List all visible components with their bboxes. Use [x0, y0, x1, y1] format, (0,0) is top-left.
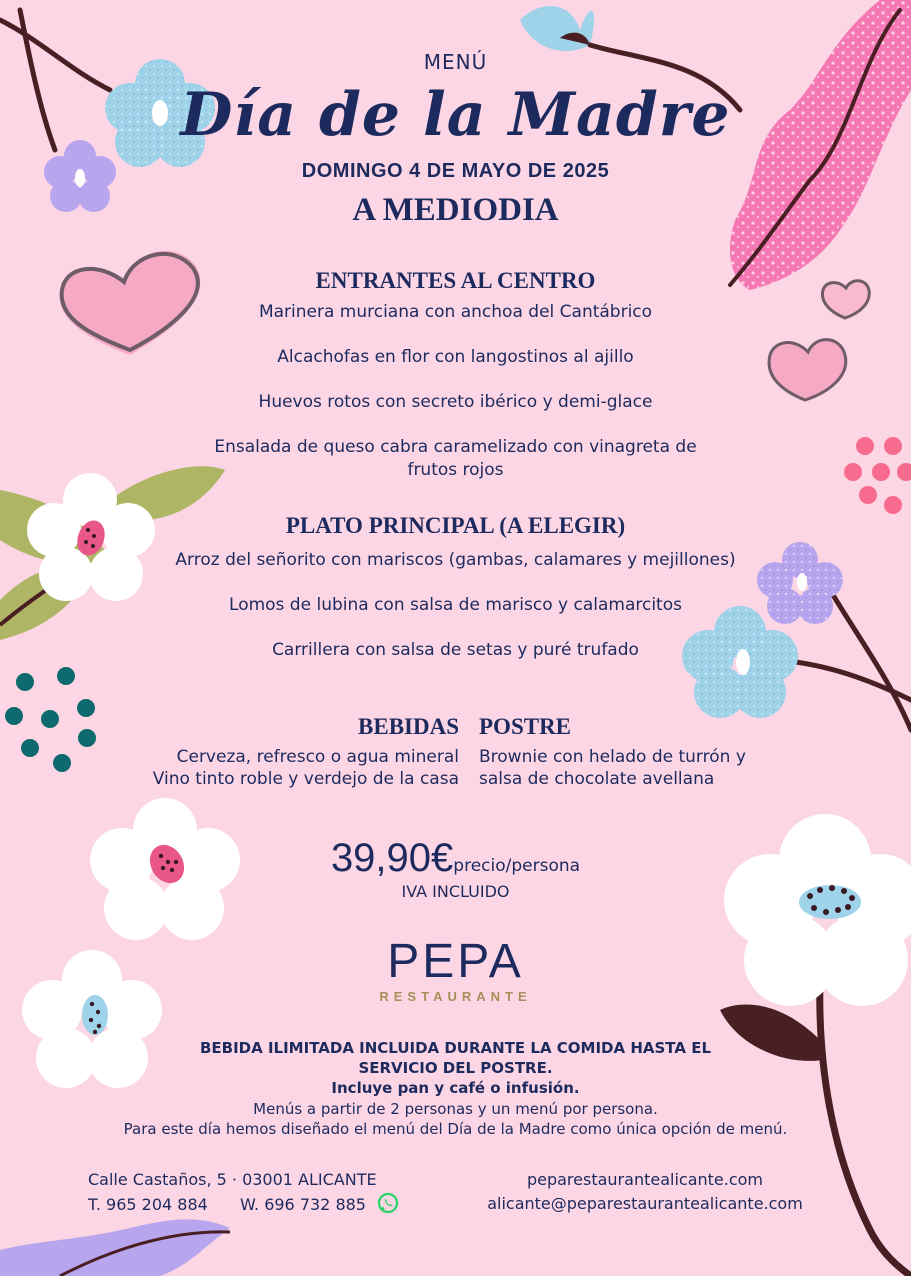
price-amount: 39,90€: [330, 836, 454, 880]
phone-line: [88, 1192, 399, 1217]
menu-item: Cerveza, refresco o agua mineral: [176, 747, 459, 767]
bebidas-list: [153, 746, 459, 790]
menu-item: Alcachofas en flor con langostinos al ajillo: [277, 347, 634, 367]
website-link[interactable]: peparestaurantealicante.com: [526, 1170, 764, 1189]
menu-item: Vino tinto roble y verdejo de la casa: [152, 769, 459, 789]
lilac-wave-bottom-left: [0, 1219, 230, 1276]
email-link[interactable]: alicante@peparestaurantealicante.com: [487, 1194, 803, 1213]
menu-item: Ensalada de queso cabra caramelizado con vinagreta de: [214, 437, 697, 457]
menu-item: Huevos rotos con secreto ibérico y demi-glace: [258, 392, 653, 412]
menu-item: Marinera murciana con anchoa del Cantábrico: [258, 302, 653, 322]
heart-small-right: [769, 281, 869, 400]
price-unit: precio/persona: [453, 856, 581, 876]
menu-item: frutos rojos: [407, 460, 504, 480]
section-title-bebidas: BEBIDAS: [358, 714, 459, 739]
note-line: Para este día hemos diseñado el menú del Día de la Madre como única opción de menú.: [123, 1120, 788, 1138]
note-line: Menús a partir de 2 personas y un menú por persona.: [253, 1100, 658, 1118]
note-bold: SERVICIO DEL POSTRE.: [358, 1059, 553, 1077]
menu-label: MENÚ: [423, 50, 488, 74]
event-date: DOMINGO 4 DE MAYO DE 2025: [301, 160, 610, 182]
whatsapp-number[interactable]: W. 696 732 885: [240, 1195, 366, 1214]
note-bold: Incluye pan y café o infusión.: [331, 1079, 580, 1097]
postre-list: [479, 746, 819, 790]
phone[interactable]: T. 965 204 884: [88, 1195, 208, 1214]
menu-item: Lomos de lubina con salsa de marisco y calamarcitos: [229, 595, 682, 615]
tax-note: IVA INCLUIDO: [401, 882, 510, 901]
note-bold: BEBIDA ILIMITADA INCLUIDA DURANTE LA COMIDA HASTA EL: [199, 1039, 712, 1057]
whatsapp-icon[interactable]: [377, 1192, 399, 1214]
menu-item: Arroz del señorito con mariscos (gambas, calamares y mejillones): [175, 550, 736, 570]
brand-logo: PEPA: [387, 935, 524, 988]
brand-subtitle: RESTAURANTE: [379, 989, 532, 1004]
address: Calle Castaños, 5 · 03001 ALICANTE: [88, 1170, 377, 1189]
page-title: Día de la Madre: [180, 80, 731, 150]
section-title-principal: PLATO PRINCIPAL (A ELEGIR): [285, 513, 626, 538]
event-time: A MEDIODIA: [352, 192, 559, 228]
price: [0, 836, 911, 881]
contact-left: [88, 1168, 399, 1217]
menu-item: Carrillera con salsa de setas y puré trufado: [272, 640, 639, 660]
contact-right: [470, 1168, 820, 1216]
section-title-entrantes: ENTRANTES AL CENTRO: [315, 268, 596, 293]
section-title-postre: POSTRE: [479, 714, 572, 739]
menu-item: salsa de chocolate avellana: [479, 769, 715, 789]
menu-item: Brownie con helado de turrón y: [479, 747, 746, 767]
teal-dots-left: [5, 667, 96, 772]
